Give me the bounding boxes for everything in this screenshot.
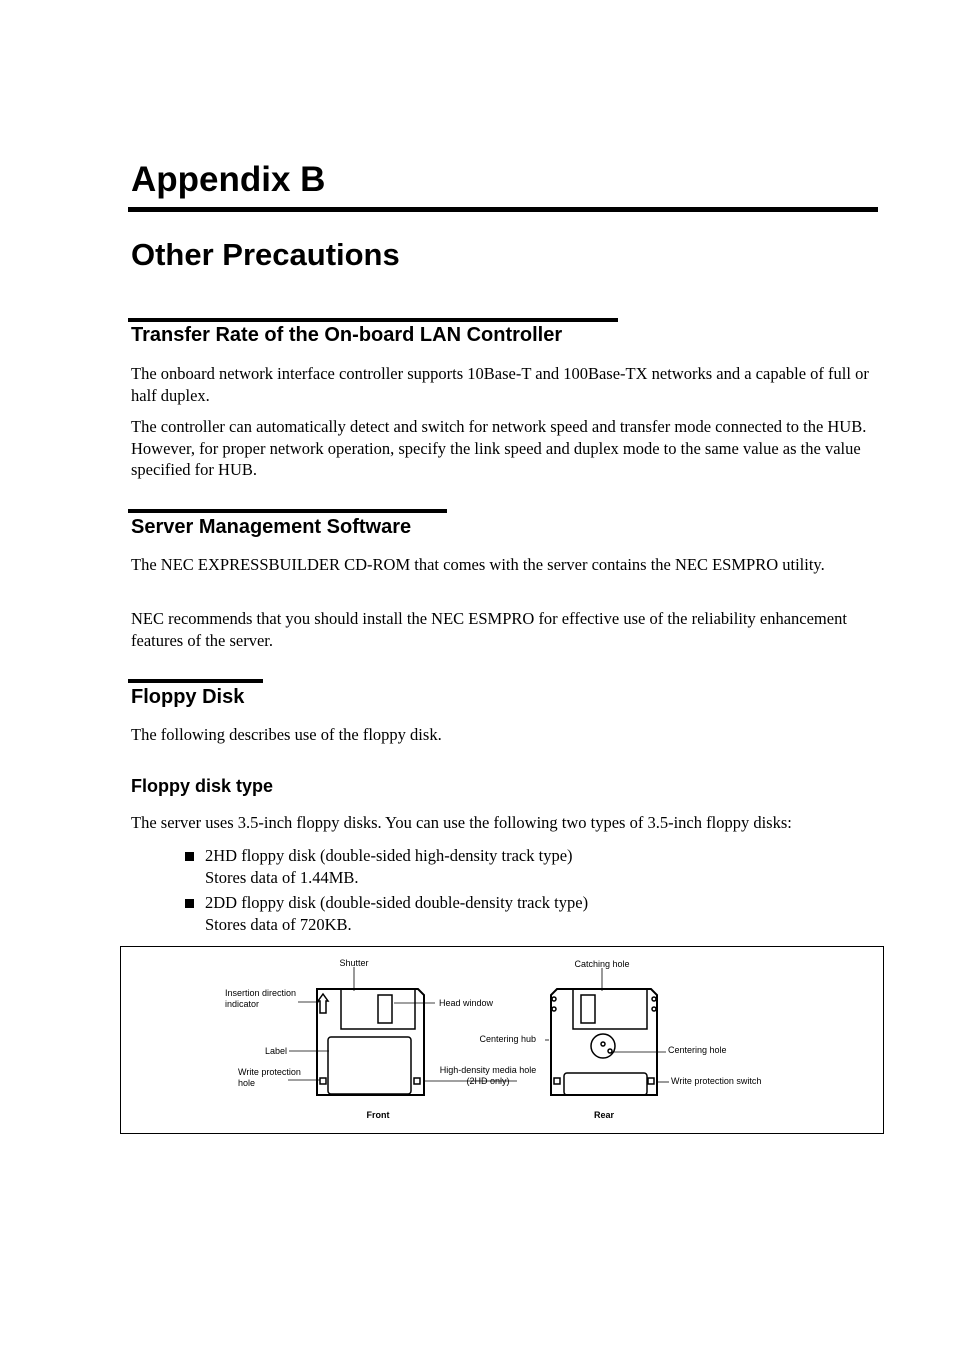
label-hd-hole-line1: High-density media hole bbox=[439, 1065, 537, 1075]
rear-hole-left-outline bbox=[554, 1078, 560, 1084]
write-protection-switch-outline bbox=[648, 1078, 654, 1084]
list-item-line2: Stores data of 720KB. bbox=[205, 914, 352, 934]
head-window-outline bbox=[378, 995, 392, 1023]
write-protection-hole-outline bbox=[320, 1078, 326, 1084]
floppy-disk-figure bbox=[120, 946, 884, 1134]
label-head-window: Head window bbox=[439, 998, 494, 1008]
hd-hole-outline bbox=[414, 1078, 420, 1084]
label-insertion-line2: indicator bbox=[225, 999, 260, 1009]
floppy-type-intro: The server uses 3.5-inch floppy disks. You can use the following two types of 3.5-inch floppy disks: bbox=[131, 813, 792, 832]
chapter-title: Other Precautions bbox=[131, 237, 400, 272]
label-catching-hole: Catching hole bbox=[574, 959, 630, 969]
label-write-protection-switch: Write protection switch bbox=[671, 1076, 762, 1086]
lan-paragraph-2: The controller can automatically detect and switch for network speed and transfer mode connected to the HUB. However, for proper network operation, specify the link speed and duplex mode to the same value as the value specified for HUB. bbox=[131, 417, 867, 479]
bullet-square-icon bbox=[185, 899, 194, 908]
section-rule-floppy bbox=[128, 679, 263, 683]
appendix-title: Appendix B bbox=[131, 160, 326, 199]
floppy-front-drawing bbox=[317, 989, 424, 1095]
label-label: Label bbox=[264, 1046, 287, 1056]
hub-center-icon bbox=[601, 1042, 605, 1046]
label-write-protection-line1: Write protection bbox=[238, 1067, 301, 1077]
label-shutter: Shutter bbox=[339, 958, 369, 968]
floppy-intro: The following describes use of the floppy disk. bbox=[131, 725, 442, 744]
section-title-floppy: Floppy Disk bbox=[131, 686, 245, 708]
list-item-line1: 2HD floppy disk (double-sided high-density track type) bbox=[205, 846, 573, 865]
floppy-disk-diagram bbox=[121, 947, 885, 1135]
centering-hole-icon bbox=[608, 1049, 612, 1053]
insertion-arrow-icon bbox=[318, 994, 328, 1013]
label-hd-hole-line2: (2HD only) bbox=[466, 1076, 510, 1086]
subsection-title-floppy-type: Floppy disk type bbox=[131, 776, 274, 796]
label-insertion-line1: Insertion direction bbox=[225, 988, 297, 998]
list-item-line2: Stores data of 1.44MB. bbox=[205, 867, 359, 887]
section-title-lan: Transfer Rate of the On-board LAN Controller bbox=[131, 324, 563, 346]
caption-front: Front bbox=[366, 1110, 390, 1120]
rear-label-outline bbox=[564, 1073, 647, 1095]
label-centering-hole: Centering hole bbox=[668, 1045, 727, 1055]
caption-rear: Rear bbox=[593, 1110, 615, 1120]
catching-hole-outline bbox=[581, 995, 595, 1023]
lan-paragraph-1: The onboard network interface controller supports 10Base-T and 100Base-TX networks and a capable of full or half duplex. bbox=[131, 364, 869, 405]
label-area-outline bbox=[328, 1037, 411, 1094]
server-mgmt-paragraph-2: NEC recommends that you should install the NEC ESMPRO for effective use of the reliability enhancement features of the server. bbox=[131, 609, 847, 650]
section-rule-server-mgmt bbox=[128, 509, 447, 513]
label-centering-hub: Centering hub bbox=[479, 1034, 536, 1044]
bullet-square-icon bbox=[185, 852, 194, 861]
title-rule bbox=[128, 207, 878, 212]
list-item bbox=[185, 845, 785, 888]
list-item-line1: 2DD floppy disk (double-sided double-density track type) bbox=[205, 893, 589, 912]
list-item bbox=[185, 892, 785, 935]
server-mgmt-paragraph-1: The NEC EXPRESSBUILDER CD-ROM that comes with the server contains the NEC ESMPRO utility. bbox=[131, 555, 825, 574]
label-write-protection-line2: hole bbox=[238, 1078, 256, 1088]
section-title-server-mgmt: Server Management Software bbox=[131, 516, 412, 538]
